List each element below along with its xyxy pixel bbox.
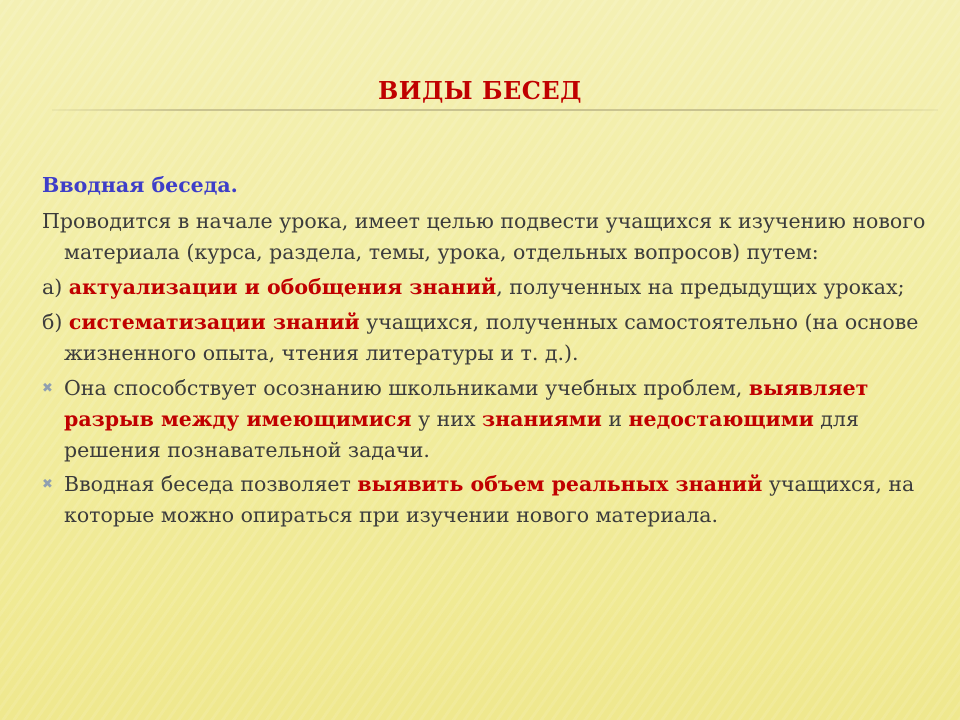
title-divider — [52, 109, 938, 111]
item-a — [42, 272, 937, 303]
item-b-text: учащихся, полученных самостоятельно (на основе жизненного опыта, чтения литературы и т. д.). — [64, 310, 919, 365]
item-a-prefix: а) — [42, 275, 69, 299]
bullet-1-text: Она способствует осознанию школьниками учебных проблем, — [64, 376, 749, 400]
bullet-1-highlight-3: недостающими — [628, 407, 814, 431]
bullet-2-text: Вводная беседа позволяет — [64, 472, 358, 496]
bullet-1-highlight-1: выявляет разрыв между имеющимися — [64, 376, 869, 431]
item-a-highlight: актуализации и обобщения знаний — [68, 275, 497, 299]
bullet-2-text-2: учащихся, на которые можно опираться при изучении нового материала. — [64, 472, 915, 527]
section-heading: Вводная беседа. — [42, 173, 238, 197]
intro-paragraph: Проводится в начале урока, имеет целью подвести учащихся к изучению нового материала (курса, раздела, темы, урока, отдельных вопросов) путем: — [42, 209, 926, 264]
bullet-1-highlight-2: знаниями — [482, 407, 602, 431]
slide-content — [42, 170, 937, 533]
bullet-2-highlight: выявить объем реальных знаний — [357, 472, 763, 496]
item-b-highlight: систематизации знаний — [68, 310, 360, 334]
bullet-1-text-3: и — [601, 407, 629, 431]
x-mark-icon: ✖ — [42, 477, 53, 492]
item-a-text: , полученных на предыдущих уроках; — [496, 275, 905, 299]
x-mark-icon: ✖ — [42, 381, 53, 396]
item-b-prefix: б) — [42, 310, 69, 334]
bullet-item-2 — [42, 469, 937, 531]
bullet-1-text-4: для решения познавательной задачи. — [64, 407, 859, 462]
item-b — [42, 307, 937, 369]
bullet-item-1 — [42, 373, 937, 466]
bullet-1-text-2: у них — [411, 407, 483, 431]
slide-title: ВИДЫ БЕСЕД — [377, 76, 583, 105]
